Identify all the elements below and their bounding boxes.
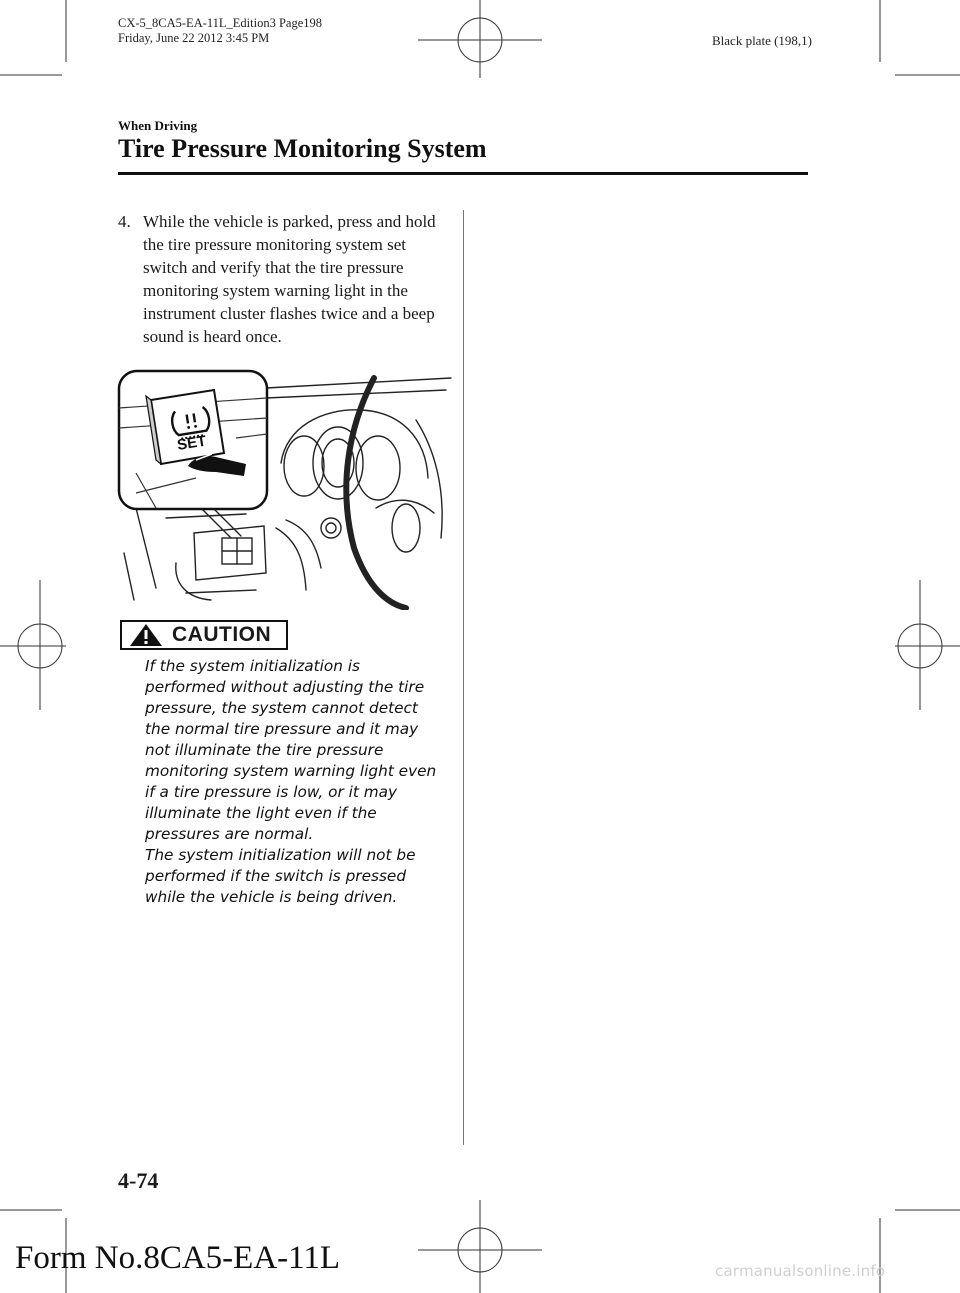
section-label: When Driving [118,118,198,133]
caution-label: CAUTION [172,623,272,646]
caution-paragraph: The system initialization will not be performed if the switch is pressed while the vehicle is being driven. [145,846,416,906]
column-divider [463,210,464,1145]
print-header-left [118,16,322,46]
caution-badge [120,620,288,650]
title-rule [118,172,808,175]
page-title: Tire Pressure Monitoring System [118,134,487,163]
caution-paragraph: If the system initialization is performed without adjusting the tire pressure, the system cannot detect the normal tire pressure and it may not illuminate the tire pressure monitoring system warning light even if a tire pressure is low, or it may illuminate the light even if the pressures are normal. [145,657,437,843]
plate-info: Black plate (198,1) [712,33,812,48]
dashboard-illustration [116,368,456,610]
form-number: Form No.8CA5-EA-11L [15,1240,341,1276]
print-timestamp: Friday, June 22 2012 3:45 PM [118,31,270,45]
page-number: 4-74 [118,1168,159,1193]
file-info: CX-5_8CA5-EA-11L_Edition3 Page198 [118,16,323,30]
set-switch-label: SET [175,432,208,454]
caution-text [145,656,445,908]
step-number: 4. [118,212,131,231]
instruction-step [118,210,448,348]
watermark: carmanualsonline.info [715,1262,886,1280]
step-text: While the vehicle is parked, press and hold the tire pressure monitoring system set switch and verify that the tire pressure monitoring system warning light in the instrument cluster flashes twice and a beep sound is heard once. [143,212,436,346]
warning-triangle-icon [128,622,164,648]
